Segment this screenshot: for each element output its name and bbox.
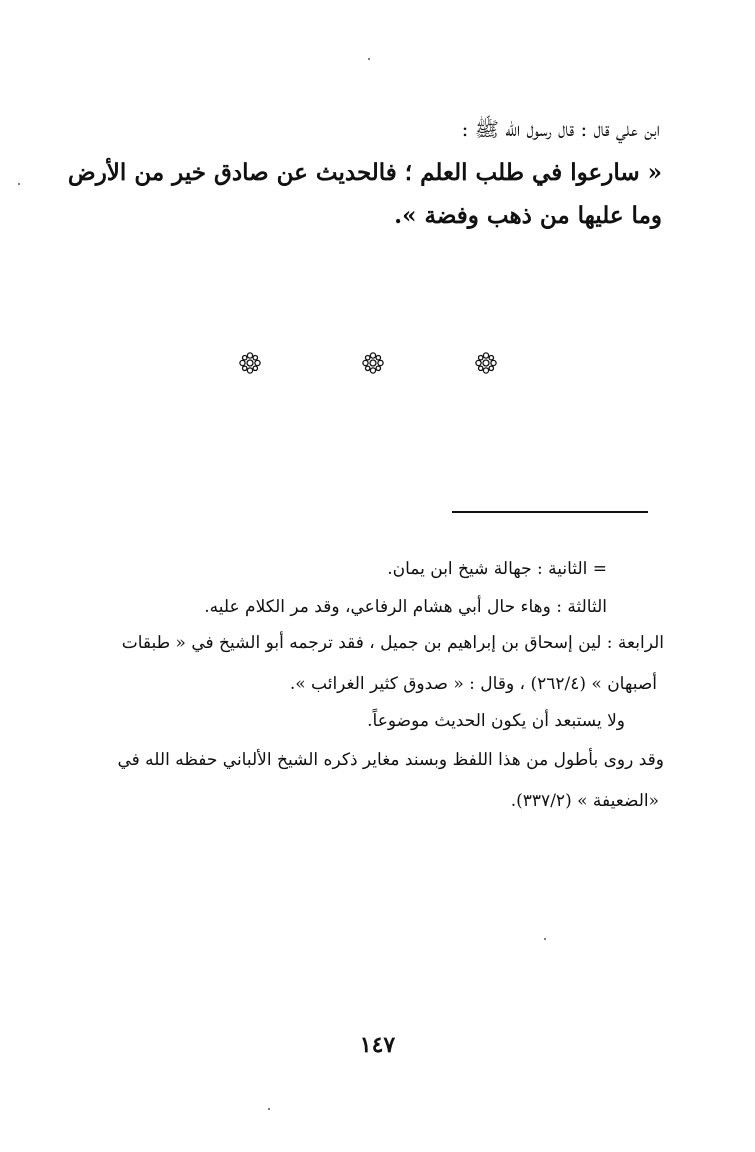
footnote-line: وقد روى بأطول من هذا اللفظ وبسند مغاير ذكره الشيخ الألباني حفظه الله في bbox=[117, 750, 664, 770]
scan-speck bbox=[368, 58, 370, 60]
footnote-line: ولا يستبعد أن يكون الحديث موضوعاً. bbox=[367, 711, 625, 731]
footnote-line: = الثانية : جهالة شيخ ابن يمان. bbox=[387, 559, 607, 579]
flower-ornament-icon bbox=[360, 350, 386, 376]
hadith-text-line-1: « سارعوا في طلب العلم ؛ فالحديث عن صادق خير من الأرض bbox=[67, 159, 662, 186]
intro-line: ابن علي قال : قال رسول الله ﷺ : bbox=[461, 117, 660, 141]
scan-speck bbox=[544, 938, 546, 940]
flower-ornament-icon bbox=[473, 350, 499, 376]
scan-speck bbox=[268, 1108, 270, 1110]
footnote-line: الرابعة : لين إسحاق بن إبراهيم بن جميل ، فقد ترجمه أبو الشيخ في « طبقات bbox=[121, 633, 664, 653]
page-number: ١٤٧ bbox=[359, 1032, 396, 1058]
flower-ornament-icon bbox=[237, 350, 263, 376]
footnote-separator bbox=[452, 511, 648, 513]
scan-speck bbox=[18, 183, 20, 185]
footnote-line: الثالثة : وهاء حال أبي هشام الرفاعي، وقد مر الكلام عليه. bbox=[204, 597, 607, 617]
hadith-text-line-2: وما عليها من ذهب وفضة ». bbox=[394, 202, 662, 229]
footnote-line: أصبهان » (٢٦٢/٤) ، وقال : « صدوق كثير الغرائب ». bbox=[289, 674, 657, 694]
section-divider-ornaments bbox=[0, 350, 755, 384]
footnote-line: «الضعيفة » (٣٣٧/٢). bbox=[510, 791, 659, 811]
